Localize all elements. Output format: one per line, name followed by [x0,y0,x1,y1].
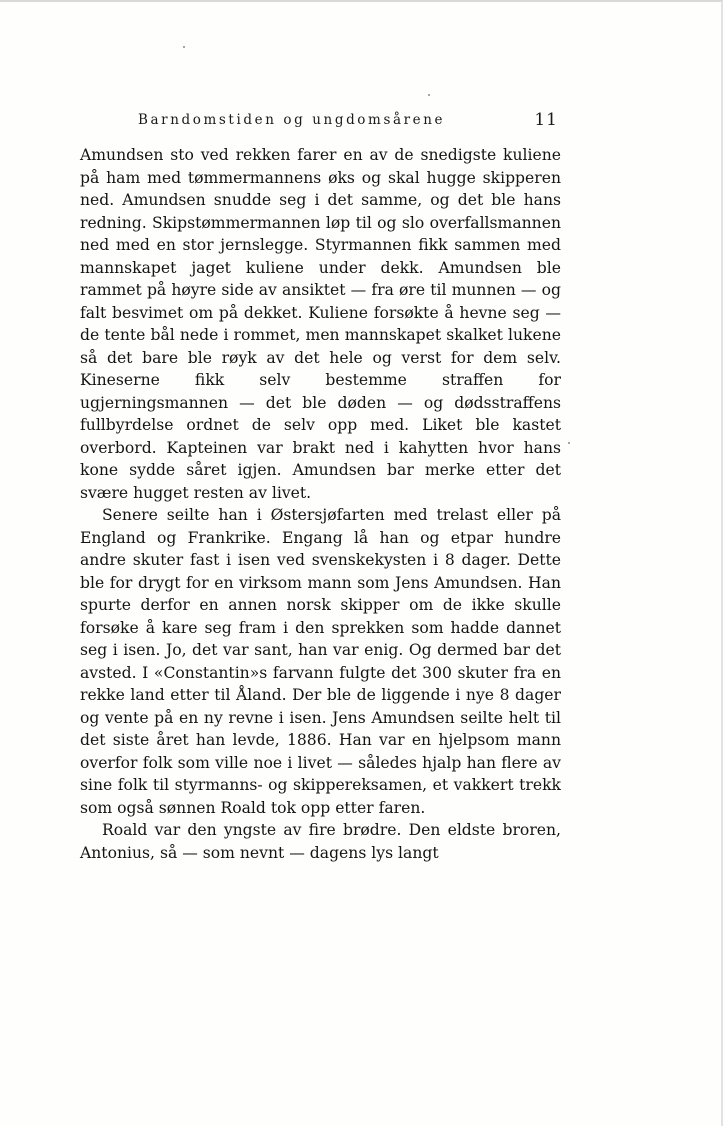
paper-speck [428,94,430,96]
paragraph: Roald var den yngste av fire brødre. Den eldste broren, Antonius, så — som nevnt — dagens lys langt [80,821,561,862]
running-title: Barndomstiden og ungdomsårene [138,112,446,128]
paragraph: Senere seilte han i Østersjøfarten med trelast eller på England og Frankrike. Engang lå han og etpar hundre andre skuter fast i isen ved svenskekysten i 8 dager. Dette ble for drygt for en virksom mann som Jens Amundsen. Han spurte derfor en annen norsk skipper om de ikke skulle forsøke å kare seg fram i den sprekken som hadde dannet seg i isen. Jo, det var sant, han var enig. Og dermed bar det avsted. I «Constantin»s farvann fulgte det 300 skuter fra en rekke land etter til Åland. Der ble de liggende i nye 8 dager og vente på en ny revne i isen. Jens Amundsen seilte helt til det siste året han levde, 1886. Han var en hjelpsom mann overfor folk som ville noe i livet — således hjalp han flere av sine folk til styrmanns- og skippereksamen, et vakkert trekk som også sønnen Roald tok opp etter faren. [80,506,561,817]
body-text [80,144,561,864]
paper-speck [183,46,185,48]
paragraph: Amundsen sto ved rekken farer en av de snedigste kuliene på ham med tømmermannens øks og skal hugge skipperen ned. Amundsen snudde seg i det samme, og det ble hans redning. Skipstømmermannen løp til og slo overfallsmannen ned med en stor jernslegge. Styrmannen fikk sammen med mannskapet jaget kuliene under dekk. Amundsen ble rammet på høyre side av ansiktet — fra øre til munnen — og falt besvimet om på dekket. Kuliene forsøkte å hevne seg — de tente bål nede i rommet, men mannskapet skalket lukene så det bare ble røyk av det hele og verst for dem selv. Kineserne fikk selv bestemme straffen for ugjerningsmannen — det ble døden — og dødsstraffens fullbyrdelse ordnet de selv opp med. Liket ble kastet overbord. Kapteinen var brakt ned i kahytten hvor hans kone sydde såret igjen. Amundsen bar merke etter det svære hugget resten av livet. [80,146,561,502]
paper-speck [568,442,570,444]
page-number: 11 [534,110,558,130]
running-head [80,110,558,132]
